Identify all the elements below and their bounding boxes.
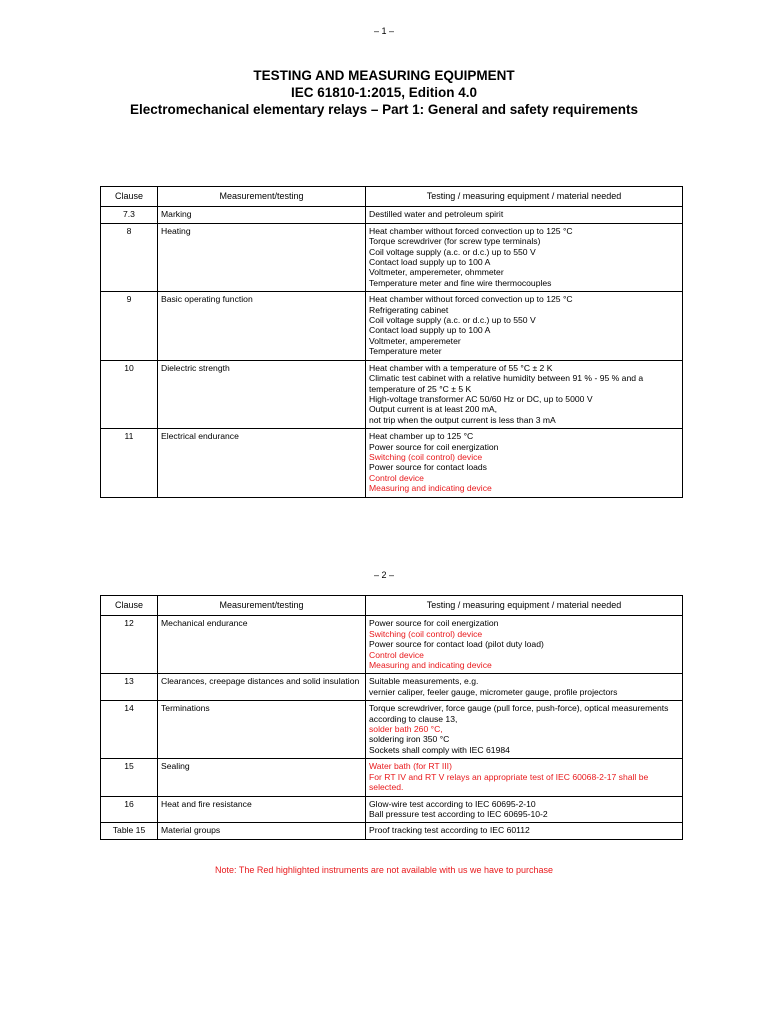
clause-cell: 13 [101, 674, 158, 701]
clause-cell: 16 [101, 796, 158, 823]
equipment-item: Voltmeter, amperemeter [369, 335, 461, 346]
table-row [101, 223, 683, 291]
measurement-cell: Dielectric strength [158, 360, 366, 428]
page-number-1: – 1 – [373, 26, 395, 36]
table-row [101, 674, 683, 701]
header-clause: Clause [101, 187, 158, 207]
equipment-item: Heat chamber with a temperature of 55 °C ± 2 K [369, 362, 553, 373]
equipment-item: Voltmeter, amperemeter, ohmmeter [369, 267, 504, 278]
equipment-item: Coil voltage supply (a.c. or d.c.) up to 550 V [369, 246, 536, 257]
measurement-cell: Electrical endurance [158, 429, 366, 497]
equipment-cell [366, 207, 683, 223]
measurement-cell: Heat and fire resistance [158, 796, 366, 823]
header-clause: Clause [101, 596, 158, 616]
table-row [101, 292, 683, 360]
equipment-item: Sockets shall comply with IEC 61984 [369, 744, 510, 755]
table-row [101, 759, 683, 796]
header-measurement: Measurement/testing [158, 187, 366, 207]
equipment-item: not trip when the output current is less than 3 mA [369, 414, 556, 425]
measurement-cell: Basic operating function [158, 292, 366, 360]
equipment-item-highlighted: Switching (coil control) device [369, 451, 483, 462]
measurement-cell: Material groups [158, 823, 366, 839]
equipment-item: Contact load supply up to 100 A [369, 325, 491, 336]
table-row [101, 207, 683, 223]
measurement-cell: Clearances, creepage distances and solid insulation [158, 674, 366, 701]
equipment-item: Coil voltage supply (a.c. or d.c.) up to 550 V [369, 315, 536, 326]
title-line-3: Electromechanical elementary relays – Part 1: General and safety requirements [130, 102, 638, 117]
equipment-item: Glow-wire test according to IEC 60695-2-10 [369, 798, 536, 809]
title-line-1: TESTING AND MEASURING EQUIPMENT [253, 68, 515, 83]
clause-cell: 8 [101, 223, 158, 291]
note-text: Note: The Red highlighted instruments are not available with us we have to purchase [214, 865, 554, 875]
page-number-2: – 2 – [373, 570, 395, 580]
table-header-row [101, 187, 683, 207]
equipment-item: Heat chamber without forced convection up to 125 °C [369, 294, 573, 305]
equipment-cell [366, 701, 683, 759]
equipment-item: vernier caliper, feeler gauge, micrometer gauge, profile projectors [369, 686, 618, 697]
table-row [101, 701, 683, 759]
header-measurement: Measurement/testing [158, 596, 366, 616]
equipment-item: Refrigerating cabinet [369, 304, 449, 315]
clause-cell: 12 [101, 616, 158, 674]
equipment-table-2 [100, 595, 683, 840]
clause-cell: 15 [101, 759, 158, 796]
table-row [101, 796, 683, 823]
equipment-item: Heat chamber without forced convection up to 125 °C [369, 225, 573, 236]
equipment-item-highlighted: Control device [369, 649, 424, 660]
clause-cell: Table 15 [101, 823, 158, 839]
equipment-cell [366, 796, 683, 823]
equipment-cell [366, 223, 683, 291]
equipment-item: Output current is at least 200 mA, [369, 404, 498, 415]
equipment-item-highlighted: Switching (coil control) device [369, 628, 483, 639]
table-row [101, 360, 683, 428]
equipment-cell [366, 674, 683, 701]
measurement-cell: Marking [158, 207, 366, 223]
equipment-item-highlighted: Measuring and indicating device [369, 483, 492, 494]
header-equipment: Testing / measuring equipment / material needed [366, 187, 683, 207]
equipment-cell [366, 616, 683, 674]
clause-cell: 10 [101, 360, 158, 428]
equipment-cell [366, 429, 683, 497]
title-line-2: IEC 61810-1:2015, Edition 4.0 [290, 85, 478, 100]
measurement-cell: Heating [158, 223, 366, 291]
equipment-item-highlighted: Measuring and indicating device [369, 660, 492, 671]
clause-cell: 11 [101, 429, 158, 497]
equipment-item-highlighted: solder bath 260 °C, [369, 724, 443, 735]
table-row [101, 429, 683, 497]
equipment-item: Temperature meter [369, 346, 442, 357]
equipment-cell [366, 292, 683, 360]
equipment-item-highlighted: For RT IV and RT V relays an appropriate test of IEC 60068-2-17 shall be selected. [369, 771, 649, 793]
table-row [101, 616, 683, 674]
equipment-item: Power source for coil energization [369, 441, 499, 452]
equipment-item-highlighted: Water bath (for RT III) [369, 761, 452, 772]
equipment-item: Temperature meter and fine wire thermocouples [369, 277, 552, 288]
equipment-item: Suitable measurements, e.g. [369, 676, 479, 687]
equipment-item: Destilled water and petroleum spirit [369, 209, 504, 220]
measurement-cell: Mechanical endurance [158, 616, 366, 674]
equipment-item: Contact load supply up to 100 A [369, 257, 491, 268]
equipment-cell [366, 759, 683, 796]
measurement-cell: Terminations [158, 701, 366, 759]
equipment-item: High-voltage transformer AC 50/60 Hz or DC, up to 5000 V [369, 393, 593, 404]
clause-cell: 14 [101, 701, 158, 759]
measurement-cell: Sealing [158, 759, 366, 796]
clause-cell: 7.3 [101, 207, 158, 223]
equipment-item: Ball pressure test according to IEC 60695-10-2 [369, 808, 548, 819]
equipment-item: Torque screwdriver (for screw type terminals) [369, 236, 541, 247]
equipment-cell [366, 360, 683, 428]
equipment-item: Proof tracking test according to IEC 60112 [369, 825, 530, 836]
equipment-item: Power source for coil energization [369, 618, 499, 629]
equipment-item: Heat chamber up to 125 °C [369, 431, 474, 442]
table-header-row [101, 596, 683, 616]
table-row [101, 823, 683, 839]
header-equipment: Testing / measuring equipment / material needed [366, 596, 683, 616]
equipment-item: Power source for contact loads [369, 462, 487, 473]
equipment-item: Power source for contact load (pilot duty load) [369, 639, 544, 650]
equipment-item: soldering iron 350 °C [369, 734, 450, 745]
equipment-item: Climatic test cabinet with a relative humidity between 91 % - 95 % and a temperature of 25 °C ± 5 K [369, 373, 644, 394]
equipment-item: Torque screwdriver, force gauge (pull force, push-force), optical measurements according to clause 13, [369, 703, 669, 724]
clause-cell: 9 [101, 292, 158, 360]
equipment-table-1 [100, 186, 683, 498]
equipment-item-highlighted: Control device [369, 472, 424, 483]
equipment-cell [366, 823, 683, 839]
